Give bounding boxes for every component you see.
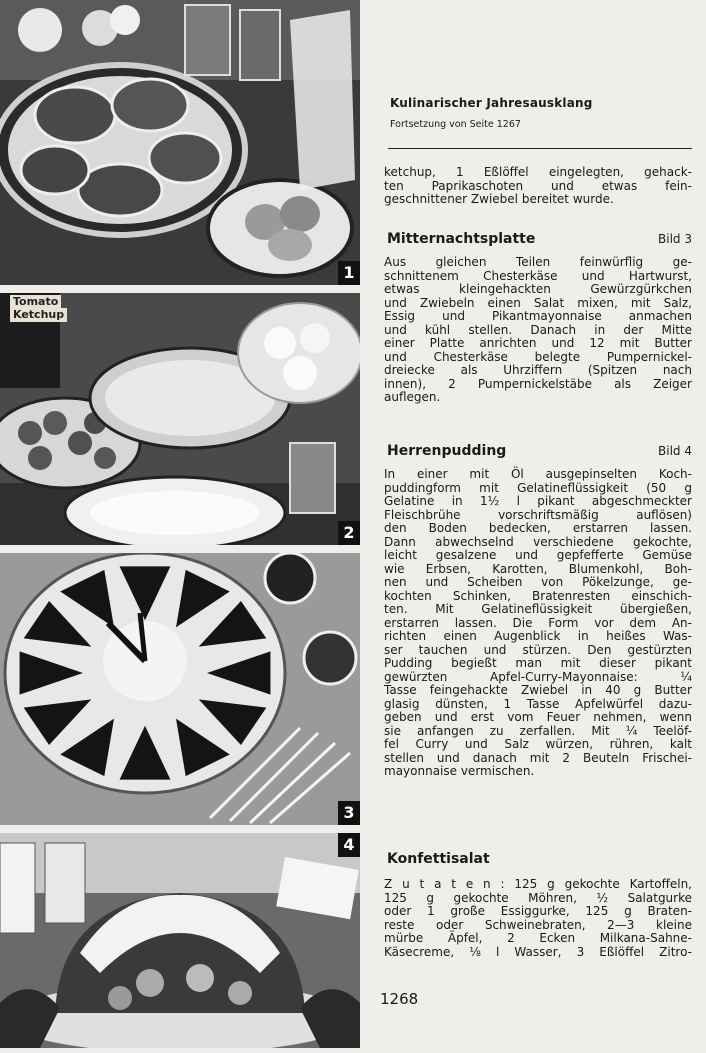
- text-line: innen), 2 Pumpernickelstäbe als Zeiger: [384, 376, 692, 391]
- article-title: Kulinarischer Jahresausklang: [390, 96, 593, 110]
- figure-reference: Bild 3: [658, 232, 692, 246]
- text-line: 125 g gekochte Möhren, ½ Salatgurke: [384, 890, 692, 905]
- page-number: 1268: [380, 990, 419, 1008]
- text-line: Pudding begießt man mit dieser pikant: [384, 656, 692, 670]
- section-body-mitternachtsplatte: [384, 256, 692, 405]
- text-line: wie Erbsen, Karotten, Blumenkohl, Boh-: [384, 561, 692, 576]
- text-line: Tasse feingehackte Zwiebel in 40 g Butter: [384, 683, 692, 697]
- photo-doughnut-platter: [0, 0, 360, 285]
- photo-number-badge: 1: [338, 261, 360, 285]
- text-line: leicht gesalzene und gepfefferte Gemüse: [384, 548, 692, 562]
- text-line: einer Platte anrichten und 12 mit Butter: [384, 336, 692, 350]
- text-line: schnittenem Chesterkäse und Hartwurst,: [384, 268, 692, 283]
- text-line: Fleischbrühe vorschriftsmäßig auflösen): [384, 507, 692, 522]
- photo-number-badge: 3: [338, 801, 360, 825]
- text-line: fel Curry und Salz würzen, rühren, kalt: [384, 737, 692, 751]
- text-line: geschnittener Zwiebel bereitet wurde.: [384, 192, 614, 206]
- text-line: nen und Scheiben von Pökelzunge, ge-: [384, 575, 692, 589]
- text-line: Essig und Pikantmayonnaise anmachen: [384, 309, 692, 323]
- photo-2-image: [0, 293, 360, 545]
- photo-clock-platter: [0, 553, 360, 825]
- photo-3-image: [0, 553, 360, 825]
- text-line: stellen und danach mit 2 Beuteln Frischei-: [384, 750, 692, 765]
- text-line: Käsecreme, ⅛ l Wasser, 3 Eßlöffel Zitro-: [384, 944, 692, 959]
- ketchup-can-label-top: Tomato: [10, 295, 61, 309]
- section-title: Herrenpudding: [387, 443, 507, 459]
- figure-reference: Bild 4: [658, 444, 692, 458]
- section-body-konfettisalat: [384, 878, 692, 959]
- text-line: oder 1 große Essiggurke, 125 g Braten-: [384, 904, 692, 918]
- section-body-herrenpudding: [384, 468, 692, 779]
- photo-number-badge: 4: [338, 833, 360, 857]
- ketchup-can-label-bottom: Ketchup: [10, 308, 67, 322]
- header-divider: [388, 148, 692, 149]
- text-line: Dann abwechselnd verschiedene gekochte,: [384, 534, 692, 549]
- text-line: geben und erst vom Feuer nehmen, wenn: [384, 710, 692, 724]
- continuation-note: Fortsetzung von Seite 1267: [390, 119, 521, 130]
- text-line: gewürzten Apfel-Curry-Mayonnaise: ¼: [384, 669, 692, 684]
- section-heading-konfettisalat: [387, 851, 692, 867]
- text-line: Z u t a t e n : 125 g gekochte Kartoffeln,: [384, 877, 692, 891]
- photo-1-image: [0, 0, 360, 285]
- text-line: ten. Mit Gelatineflüssigkeit übergießen,: [384, 602, 692, 616]
- text-line: glasig dünsten, 1 Tasse Apfelwürfel dazu-: [384, 696, 692, 711]
- text-line: den Boden bedecken, erstarren lassen.: [384, 521, 692, 535]
- text-line: etwas kleingehackten Gewürzgürkchen: [384, 282, 692, 296]
- section-title: Konfettisalat: [387, 851, 490, 867]
- text-line: ten Paprikaschoten und etwas fein-: [384, 178, 692, 193]
- text-line: sie anfangen zu zerfallen. Mit ¼ Teelöf-: [384, 723, 692, 738]
- text-line: Aus gleichen Teilen feinwürflig ge-: [384, 255, 692, 269]
- photo-party-snacks: [0, 293, 360, 545]
- text-line: Gelatine in 1½ l pikant abgeschmeckter: [384, 494, 692, 508]
- intro-paragraph: [384, 166, 692, 207]
- text-line: dreiecke als Uhrziffern (Spitzen nach: [384, 363, 692, 377]
- text-line: reste oder Schweinebraten, 2—3 kleine: [384, 917, 692, 932]
- text-line: mayonnaise vermischen.: [384, 764, 535, 778]
- text-line: richten einen Augenblick in heißes Was-: [384, 629, 692, 643]
- text-line: ser tauchen und stürzen. Den gestürzten: [384, 642, 692, 657]
- text-line: mürbe Äpfel, 2 Ecken Milkana-Sahne-: [384, 931, 692, 945]
- photo-number-badge: 2: [338, 521, 360, 545]
- section-heading-herrenpudding: [387, 443, 692, 459]
- section-title: Mitternachtsplatte: [387, 231, 536, 247]
- photo-4-image: [0, 833, 360, 1048]
- photo-herrenpudding: [0, 833, 360, 1048]
- text-line: erstarren lassen. Die Form vor dem An-: [384, 615, 692, 630]
- text-line: und Chesterkäse belegte Pumpernickel-: [384, 349, 692, 364]
- text-line: puddingform mit Gelatineflüssigkeit (50 g: [384, 480, 692, 495]
- text-line: und Zwiebeln einen Salat mixen, mit Salz,: [384, 295, 692, 310]
- text-line: In einer mit Öl ausgepinselten Koch-: [384, 467, 692, 481]
- text-line: auflegen.: [384, 390, 441, 404]
- text-line: ketchup, 1 Eßlöffel eingelegten, gehack-: [384, 165, 692, 179]
- text-line: kochten Schinken, Bratenresten einschich-: [384, 588, 692, 603]
- text-line: und kühl stellen. Danach in der Mitte: [384, 322, 692, 337]
- section-heading-mitternachtsplatte: [387, 231, 692, 247]
